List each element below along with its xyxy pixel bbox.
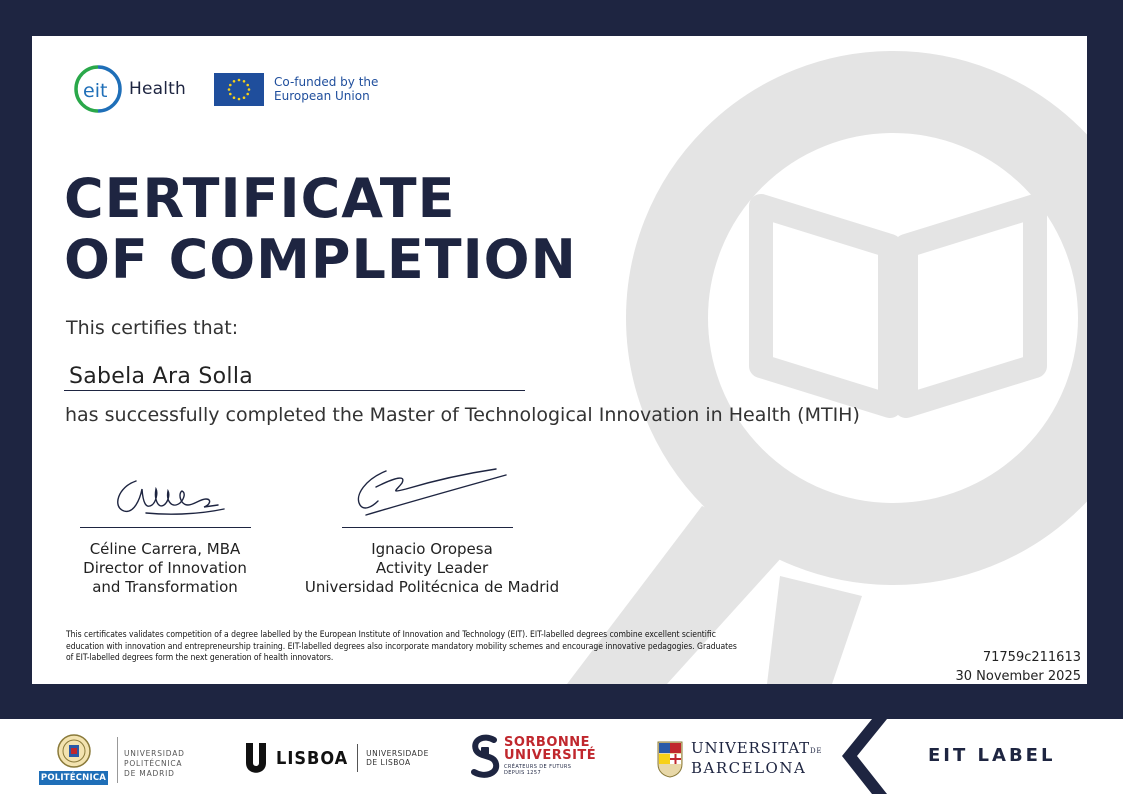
partner-logos-bar — [0, 719, 1123, 794]
certificate-title — [64, 168, 577, 290]
upm-badge: POLITÉCNICA — [40, 773, 107, 783]
certifies-text: This certifies that: — [66, 317, 239, 339]
signatory-1-name: Céline Carrera, MBA — [89, 540, 241, 558]
eit-label-text: EIT LABEL — [928, 745, 1056, 766]
certificate-id: 71759c211613 — [982, 650, 1081, 665]
ulisboa-sub1: UNIVERSIDADE — [366, 749, 429, 758]
eit-health-logo — [68, 63, 186, 115]
ub-logo — [656, 735, 822, 781]
upm-line3: DE MADRID — [124, 769, 175, 778]
eit-label-footnote: This certificates validates competition of a degree labelled by the European Institute of Innovation and Technology (EIT). EIT-labelled degrees combine excellent scientific education with innovation and entrepreneurship training. EIT-labelled degrees also incorporate mandatory mobility schemes and encourage innovative pedagogies. Graduates of EIT-labelled degrees form the next generation of health innovators. — [66, 630, 737, 663]
recipient-name-underline — [64, 390, 525, 391]
ub-crest-icon — [656, 738, 684, 778]
sorbonne-tag2: DEPUIS 1257 — [504, 770, 542, 776]
upm-line1: UNIVERSIDAD — [124, 749, 185, 758]
sorbonne-tagline — [504, 764, 596, 776]
ub-line1-word: UNIVERSITAT — [691, 738, 810, 757]
sorbonne-line1: SORBONNE — [504, 735, 591, 750]
upm-logo — [39, 731, 199, 789]
certificate-meta — [955, 648, 1081, 684]
ub-de: DE — [809, 746, 823, 755]
signature-ignacio — [346, 465, 516, 525]
ulisboa-subtitle — [366, 749, 429, 767]
ub-line1 — [691, 740, 822, 760]
eu-funding-line2: European Union — [274, 89, 370, 103]
recipient-name: Sabela Ara Solla — [69, 364, 254, 389]
ub-line2: BARCELONA — [691, 758, 807, 777]
ulisboa-logo — [244, 741, 429, 775]
signature-celine — [106, 469, 246, 524]
sorbonne-logo — [470, 733, 596, 779]
ub-text — [691, 740, 822, 777]
ulisboa-separator — [357, 744, 358, 772]
completion-text: has successfully completed the Master of Technological Innovation in Health (MTIH) — [65, 404, 860, 426]
upm-crest-icon — [57, 733, 91, 769]
certificate-card — [32, 36, 1087, 684]
signatory-1-text — [32, 540, 305, 597]
sorbonne-text — [504, 736, 596, 776]
signature-line-2 — [342, 527, 513, 528]
title-line2: OF COMPLETION — [64, 228, 577, 291]
signatory-2-text — [287, 540, 577, 597]
sorbonne-s-icon — [470, 734, 500, 778]
ulisboa-word: LISBOA — [276, 747, 349, 769]
ulisboa-u-icon — [244, 743, 268, 774]
signatory-2-title-line1: Activity Leader — [375, 559, 489, 577]
eu-funding-text — [274, 75, 378, 103]
signatory-1-title-line2: and Transformation — [92, 578, 238, 596]
signatory-1-title-line1: Director of Innovation — [83, 559, 247, 577]
signatory-2-title-line2: Universidad Politécnica de Madrid — [304, 578, 560, 596]
eit-logo-text: eit — [83, 80, 108, 102]
eu-funding-line1: Co-funded by the — [274, 75, 379, 89]
eit-circle-icon — [68, 63, 126, 115]
sorbonne-tag1: CRÉATEURS DE FUTURS — [504, 764, 572, 770]
eu-flag-icon — [214, 73, 264, 106]
upm-name — [124, 749, 185, 779]
eit-health-name: Health — [129, 79, 187, 99]
signature-line-1 — [80, 527, 251, 528]
title-line1: CERTIFICATE — [64, 167, 456, 230]
issue-date: 30 November 2025 — [955, 669, 1081, 684]
signatory-2-name: Ignacio Oropesa — [371, 540, 493, 558]
ulisboa-sub2: DE LISBOA — [366, 758, 411, 767]
sorbonne-line2: UNIVERSITÉ — [504, 748, 597, 763]
upm-separator — [117, 737, 118, 783]
upm-line2: POLITÉCNICA — [124, 759, 183, 768]
